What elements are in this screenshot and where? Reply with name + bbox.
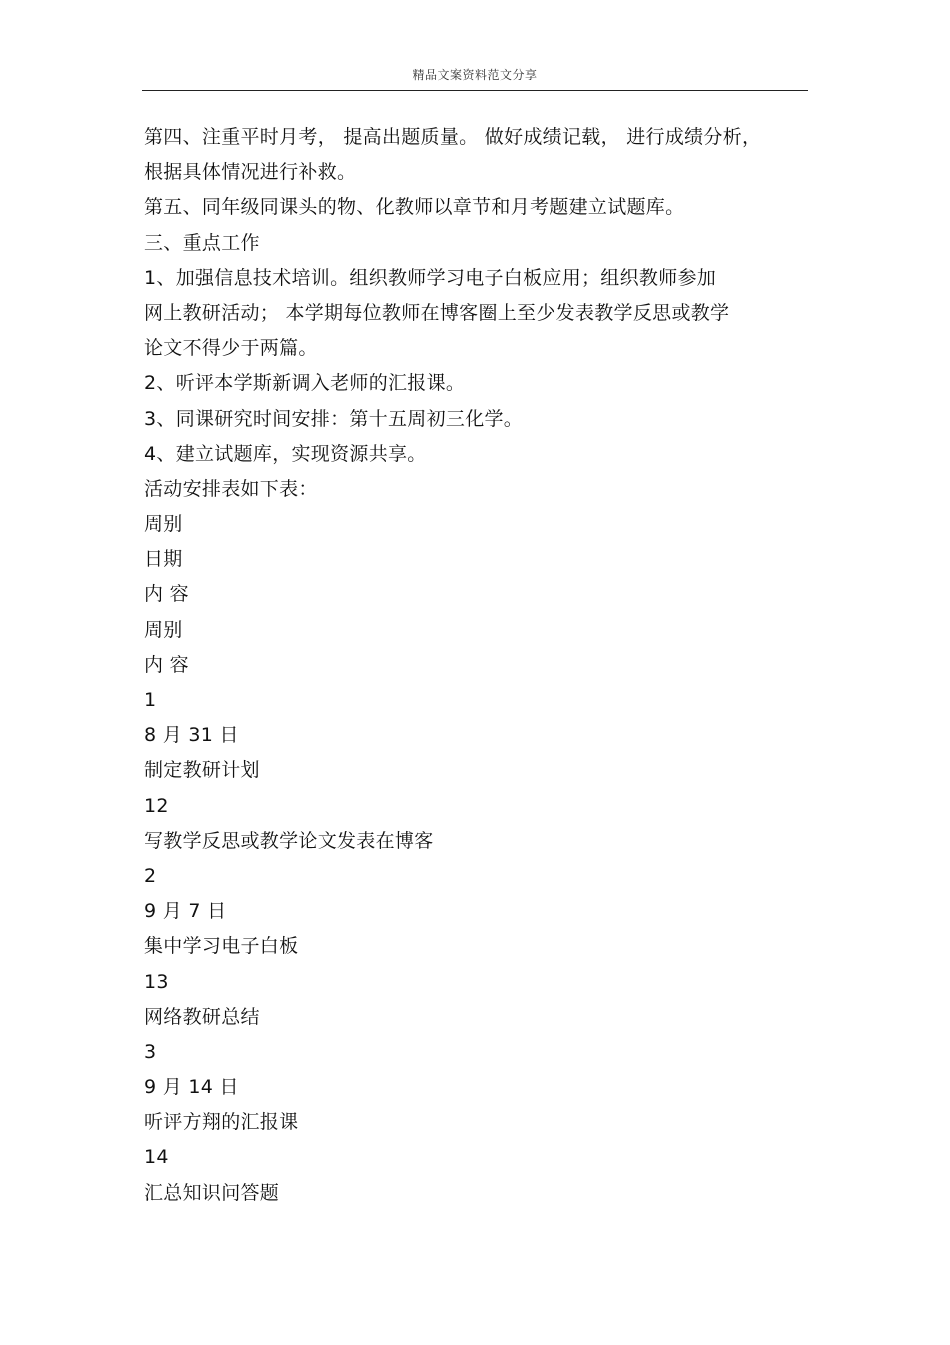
table-cell: 网络教研总结 — [144, 1005, 260, 1028]
paragraph-line: 活动安排表如下表： — [144, 477, 318, 500]
table-cell: 听评方翔的汇报课 — [144, 1111, 299, 1134]
section-heading: 三、重点工作 — [144, 231, 260, 254]
paragraph-line: 网上教研活动； 本学期每位教师在博客圈上至少发表教学反思或教学 — [144, 301, 730, 324]
table-cell: 3 — [144, 1040, 157, 1063]
header-divider — [142, 90, 808, 91]
paragraph-line: 根据具体情况进行补救。 — [144, 161, 357, 184]
table-cell: 制定教研计划 — [144, 759, 260, 782]
table-cell: 9 月 7 日 — [144, 900, 227, 923]
table-cell: 周别 — [144, 618, 183, 641]
paragraph-line: 第四、注重平时月考， 提高出题质量。 做好成绩记载， 进行成绩分析， — [144, 126, 762, 148]
paragraph-line: 1、加强信息技术培训。组织教师学习电子白板应用；组织教师参加 — [144, 266, 717, 289]
paragraph-line: 3、同课研究时间安排：第十五周初三化学。 — [144, 407, 524, 430]
table-cell: 12 — [144, 794, 169, 817]
table-cell: 1 — [144, 689, 157, 711]
table-cell: 日期 — [144, 548, 183, 571]
table-cell: 集中学习电子白板 — [144, 935, 299, 958]
table-cell: 周别 — [144, 513, 183, 536]
table-cell: 13 — [144, 970, 169, 993]
paragraph-line: 4、建立试题库，实现资源共享。 — [144, 442, 427, 465]
paragraph-line: 2、听评本学斯新调入老师的汇报课。 — [144, 372, 466, 395]
document-body — [144, 120, 794, 1211]
table-cell: 9 月 14 日 — [144, 1076, 239, 1099]
table-cell: 8 月 31 日 — [144, 724, 239, 747]
table-cell: 写教学反思或教学论文发表在博客 — [144, 829, 434, 852]
table-cell: 内 容 — [144, 583, 189, 606]
page-header: 精品文案资料范文分享 — [412, 68, 538, 82]
table-cell: 14 — [144, 1146, 169, 1169]
paragraph-line: 第五、同年级同课头的物、化教师以章节和月考题建立试题库。 — [144, 196, 685, 219]
table-cell: 汇总知识问答题 — [144, 1181, 280, 1204]
table-cell: 2 — [144, 864, 157, 887]
table-cell: 内 容 — [144, 653, 189, 676]
paragraph-line: 论文不得少于两篇。 — [144, 337, 318, 360]
